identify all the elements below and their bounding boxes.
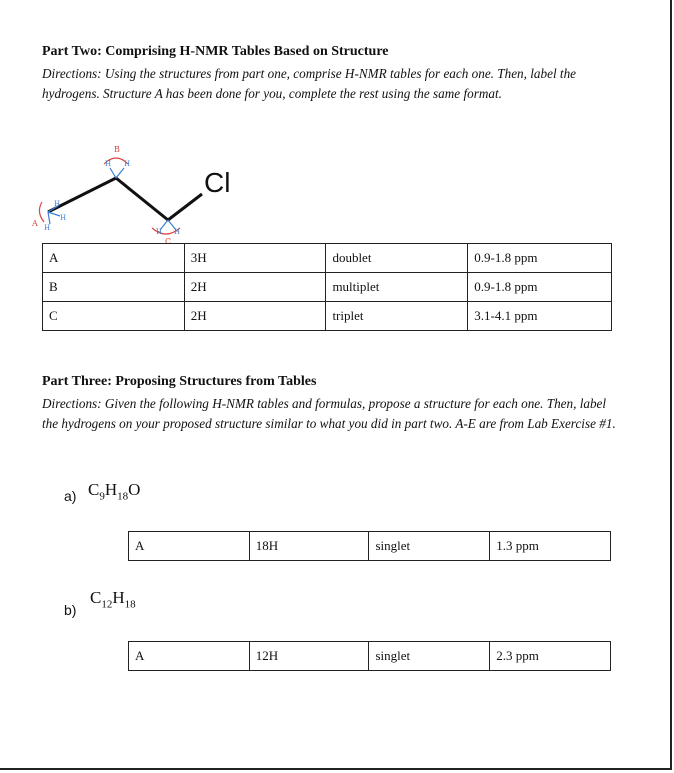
proton-label: A [43, 244, 185, 273]
hydrogen-annotation-a [39, 202, 44, 222]
svg-text:H: H [156, 228, 163, 236]
chemical-shift: 0.9-1.8 ppm [468, 244, 612, 273]
proton-count: 2H [184, 302, 326, 331]
proton-count: 18H [249, 532, 369, 561]
table-row [43, 244, 612, 273]
problem-b-formula: $C_{12}H_{18}$ [90, 588, 136, 611]
svg-text:H: H [44, 224, 51, 232]
multiplicity: multiplet [326, 273, 468, 302]
problem-a-formula: $C_9H_{18}O$ [88, 480, 141, 503]
chemical-shift: 1.3 ppm [490, 532, 611, 561]
svg-text:H: H [60, 214, 67, 222]
chemical-shift: 3.1-4.1 ppm [468, 302, 612, 331]
problem-a-label: a) [64, 488, 77, 504]
multiplicity: triplet [326, 302, 468, 331]
page-border-right [670, 0, 672, 770]
part-three-title: Part Three: Proposing Structures from Tables [42, 374, 317, 389]
proton-count: 2H [184, 273, 326, 302]
problem-b-nmr-table [128, 641, 611, 671]
proton-label: B [43, 273, 185, 302]
proton-count: 3H [184, 244, 326, 273]
multiplicity: doublet [326, 244, 468, 273]
part-two-directions: Directions: Using the structures from part one, comprise H-NMR tables for each one. Then, label the hydrogens. Structure A has been done for you, complete the rest using the same format. [42, 66, 577, 101]
part-two-title: Part Two: Comprising H-NMR Tables Based on Structure [42, 44, 389, 59]
proton-count: 12H [249, 642, 369, 671]
problem-a-nmr-table [128, 531, 611, 561]
carbon-chain-bonds [48, 178, 202, 220]
svg-text:H: H [174, 228, 181, 236]
part-two-nmr-table [42, 243, 612, 331]
problem-b-label: b) [64, 602, 77, 618]
svg-text:H: H [105, 160, 112, 168]
annotation-letter-c: C [165, 237, 172, 245]
chlorine-label: Cl [204, 167, 231, 198]
annotation-letter-a: A [32, 219, 38, 228]
table-row [43, 302, 612, 331]
table-row [129, 642, 611, 671]
chemical-shift: 0.9-1.8 ppm [468, 273, 612, 302]
page-border-bottom [0, 768, 672, 770]
multiplicity: singlet [369, 532, 490, 561]
structure-diagram [30, 140, 250, 245]
hydrogen-annotation-a-blue [48, 206, 60, 224]
chemical-shift: 2.3 ppm [490, 642, 611, 671]
table-row [43, 273, 612, 302]
proton-label: C [43, 302, 185, 331]
svg-text:H: H [124, 160, 131, 168]
proton-label: A [129, 532, 250, 561]
part-three-directions: Directions: Given the following H-NMR tables and formulas, propose a structure for each one. Then, label the hydrogens on your proposed structure similar to what you did in part two. A-E are from Lab Exercise #1. [42, 396, 616, 431]
proton-label: A [129, 642, 250, 671]
table-row [129, 532, 611, 561]
annotation-letter-b: B [114, 145, 120, 154]
multiplicity: singlet [369, 642, 490, 671]
svg-text:H: H [54, 200, 61, 208]
